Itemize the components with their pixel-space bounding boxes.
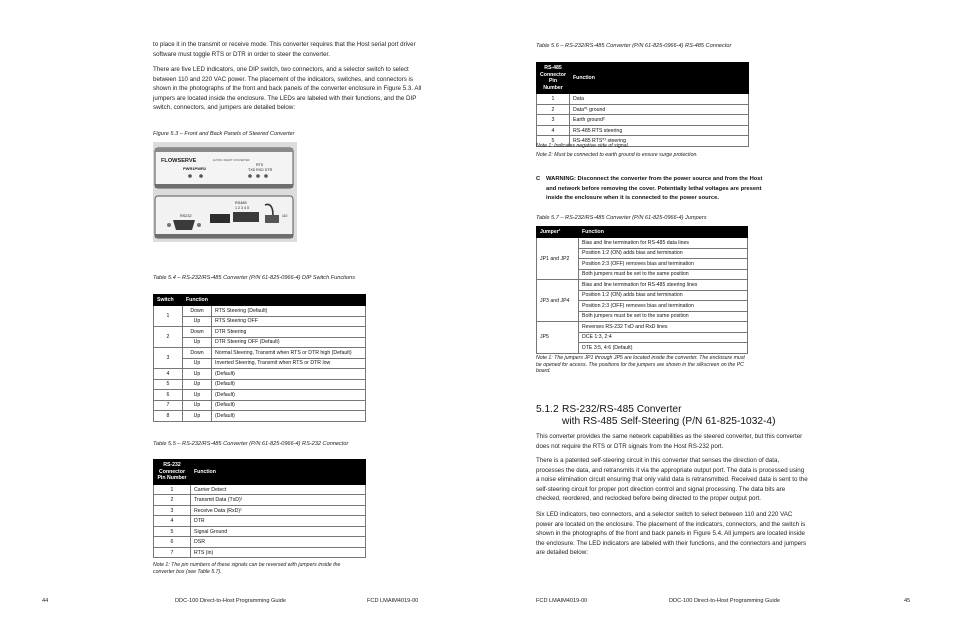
rs485-connector-table (536, 62, 749, 147)
table-row: 1 Down RTS Steering (Default) (154, 306, 366, 317)
self-steering-circuit-paragraph: There is a patented self-steering circuit in this converter that senses the direction of data, processes the data, and retransmits it via the appropriate output port. The data is processed using a noise elimination circuit ensuring that only valid data is retransmitted. Received data is sent to the self-steering circuit for proper port direction control and signal processing. The data bits are checked, reordered, and reclocked before being directed to the proper output port. (536, 457, 808, 503)
indicators-paragraph: There are five LED indicators, one DIP switch, two connectors, and a selector switch to select between 110 and 220 VAC power. The placement of the indicators, switches, and connectors is shown in the photographs of the front and back panels of the converter enclosure in Figure 5.3. All jumpers are located inside the enclosure. The LEDs are labeled with their functions, and the DIP switch, connectors, and jumpers are detailed below: (153, 66, 422, 112)
table-row: 3 Earth ground² (537, 115, 749, 126)
converter-panels-image (153, 142, 297, 242)
left-footer-guide: DDC-100 Direct-to-Host Programming Guide (175, 598, 286, 604)
right-page (477, 0, 954, 618)
rts-led-label: RTS (256, 163, 264, 167)
dip-switch-table (153, 294, 366, 422)
txd-led-icon (248, 174, 252, 178)
left-page-number: 44 (42, 598, 49, 604)
pwr1-led-icon (188, 174, 192, 178)
table-row: Both jumpers must be set to the same position (537, 269, 748, 280)
table-row: 3 Down Normal Steering, Transmit when RTS or DTR high (Default) (154, 348, 366, 359)
jumpers-table (536, 226, 748, 354)
table-row: 1 Data (537, 94, 749, 105)
table-row: Position 1:2 (ON) adds bias and termination (537, 248, 748, 259)
rs485-label: RS485 (235, 201, 247, 205)
table-row: 2 Data*¹ ground (537, 104, 749, 115)
jumper-header: Jumper¹ (537, 227, 579, 238)
table-row: Up RTS Steering OFF (154, 316, 366, 327)
table57-note: Note 1: The jumpers JP1 through JP5 are located inside the converter. The enclosure must be opened for access. The positions for the jumpers are shown in the silkscreen on the PC board. (536, 355, 745, 375)
table-row: 1 Carrier Detect (154, 484, 366, 495)
rs232-label: RS232 (180, 214, 192, 218)
voltage-selector-icon (265, 215, 279, 223)
dtr-led-icon (264, 174, 268, 178)
section-title-line1: RS-232/RS-485 Converter (562, 404, 682, 415)
table-row: JP5 Reverses RS-232 TxD and RxD lines (537, 322, 748, 333)
self-steering-indicators-paragraph: Six LED indicators, two connectors, and a selector switch to select between 110 and 220 VAC power are located on the enclosure. The placement of the indicators, connectors, and the switch is shown in the photographs of the front and back panels in Figure 5.4. All jumpers are located inside the enclosure. The LED indicators are labeled with their functions, and the connectors and jumpers are detailed below: (536, 511, 807, 557)
rs485-pins-label: 1 2 3 4 5 (235, 206, 249, 210)
table-row: Position 1:2 (ON) adds bias and termination (537, 290, 748, 301)
right-footer-doc: FCD LMAIM4019-00 (536, 598, 588, 604)
dip-switch-icon (210, 214, 230, 223)
voltage-label: 110 (282, 214, 288, 218)
rs485-pin-header: RS-485 Connector Pin Number (537, 63, 570, 94)
section-number: 5.1.2 (536, 404, 559, 415)
table-row: DTE 3:5, 4:6 (Default) (537, 343, 748, 354)
table-row: Position 2:3 (OFF) removes bias and termination (537, 301, 748, 312)
rxd-led-icon (256, 174, 260, 178)
pwr2-led-icon (199, 174, 203, 178)
table-row: Up DTR Steering OFF (Default) (154, 337, 366, 348)
switch-header: Switch (154, 295, 183, 306)
table-row: Up Inverted Steering, Transmit when RTS or DTR low (154, 358, 366, 369)
table-row: 4 RS-485 RTS steering (537, 125, 749, 136)
table-row: 2 Transmit Data (TxD)¹ (154, 495, 366, 506)
rs232-connector-table (153, 459, 366, 558)
rs485-terminal-icon (233, 212, 259, 222)
warning-icon: C (536, 176, 541, 182)
table57-caption: Table 5.7 – RS-232/RS-485 Converter (P/N 61-825-0966-4) Jumpers (536, 215, 707, 221)
table-row: 4 Up (Default) (154, 369, 366, 380)
section-title-line2: with RS-485 Self-Steering (P/N 61-825-1032-4) (562, 416, 776, 427)
table-row: 8 Up (Default) (154, 411, 366, 422)
table54-caption: Table 5.4 – RS-232/RS-485 Converter (P/N 61-825-0966-4) DIP Switch Functions (153, 275, 355, 281)
rs485-function-header: Function (570, 63, 749, 94)
converter-photo (153, 142, 297, 242)
pwr-led-label: PWR1PWR2 (183, 166, 207, 171)
intro-paragraph: to place it in the transmit or receive mode. This converter requires that the Host serial port driver software must toggle RTS or DTR in order to steer the converter. (153, 41, 416, 58)
table56-note-1: Note 1: Indicates negative side of signal. (536, 143, 630, 149)
table-row: Both jumpers must be set to the same position (537, 311, 748, 322)
table-row: 5 Signal Ground (154, 526, 366, 537)
table-row: 5 Up (Default) (154, 379, 366, 390)
self-steering-intro: This converter provides the same network capabilities as the steered converter, but this converter does not require the RTS or DTR signals from the Host RS-232 port. (536, 433, 803, 450)
warning-text: WARNING: Disconnect the converter from the power source and from the Host and network before removing the cover. Potentially lethal voltages are present inside the enclosure when it is connected to the power source. (546, 176, 763, 202)
right-page-number: 45 (904, 598, 911, 604)
table56-note-2: Note 2: Must be connected to earth ground to ensure surge protection. (536, 152, 698, 158)
table-row: DCE 1:3, 2:4 (537, 332, 748, 343)
left-footer-doc: FCD LMAIM4019-00 (367, 598, 419, 604)
table-row: 7 RTS (in) (154, 547, 366, 558)
table-row: JP1 and JP2 Bias and line termination for RS-485 data lines (537, 238, 748, 249)
table-row: 6 Up (Default) (154, 390, 366, 401)
table-row: 5 RS-485 RTS*¹ steering (537, 136, 749, 147)
table-row: JP3 and JP4 Bias and line termination for RS-485 steering lines (537, 280, 748, 291)
rs232-connector-icon (173, 220, 195, 230)
table-row: 6 DSR (154, 537, 366, 548)
table-row: 7 Up (Default) (154, 400, 366, 411)
table55-note: Note 1: The pin numbers of these signals can be reversed with jumpers inside the converter box (see Table 5.7). (153, 562, 341, 575)
svg-text:ELTROL SMART CONVERTER: ELTROL SMART CONVERTER (213, 159, 250, 162)
figure-caption: Figure 5.3 – Front and Back Panels of Steered Converter (153, 131, 295, 137)
table-row: 2 Down DTR Steering (154, 327, 366, 338)
right-footer-guide: DDC-100 Direct-to-Host Programming Guide (669, 598, 780, 604)
table-row: Position 2:3 (OFF) removes bias and termination (537, 259, 748, 270)
table-row: 4 DTR (154, 516, 366, 527)
txd-rxd-dtr-label: TXD RXD DTR (248, 168, 273, 172)
table55-caption: Table 5.5 – RS-232/RS-485 Converter (P/N 61-825-0966-4) RS-232 Connector (153, 441, 349, 447)
table-row: 3 Receive Data (RxD)¹ (154, 505, 366, 516)
brand-logo-text: FLOWSERVE (161, 158, 197, 164)
table56-caption: Table 5.6 – RS-232/RS-485 Converter (P/N 61-825-0966-4) RS-485 Connector (536, 43, 732, 49)
rs232-pin-header: RS-232 Connector Pin Number (154, 460, 191, 485)
jumper-function-header: Function (579, 227, 748, 238)
function-header: Function (183, 295, 366, 306)
rs232-function-header: Function (191, 460, 366, 485)
